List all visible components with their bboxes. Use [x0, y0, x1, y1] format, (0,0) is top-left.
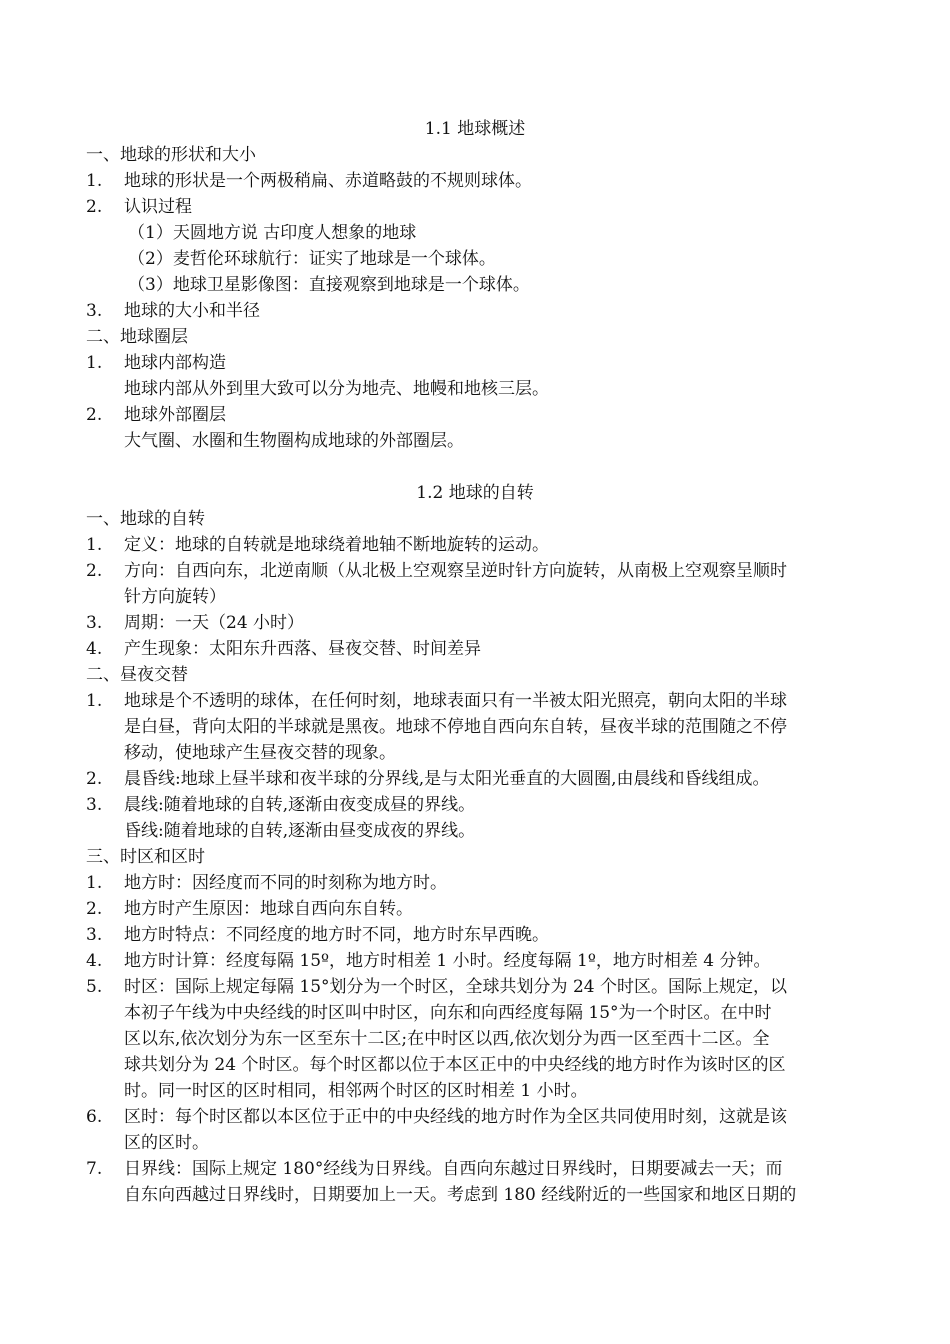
- list-item-body: 大气圈、水圈和生物圈构成地球的外部圈层。: [124, 431, 464, 451]
- list-item-cont: 球共划分为 24 个时区。每个时区都以位于本区正中的中央经线的地方时作为该时区的区: [124, 1055, 786, 1075]
- list-item-cont: 区以东,依次划分为东一区至东十二区;在中时区以西,依次划分为西一区至西十二区。全: [124, 1029, 770, 1049]
- heading-day-night: 二、昼夜交替: [86, 665, 188, 685]
- sub-item: （3）地球卫星影像图：直接观察到地球是一个球体。: [128, 275, 530, 295]
- list-item: 晨昏线:地球上昼半球和夜半球的分界线,是与太阳光垂直的大圆圈,由晨线和昏线组成。: [124, 769, 770, 789]
- list-number: 2.: [86, 197, 103, 217]
- sub-item: （2）麦哲伦环球航行：证实了地球是一个球体。: [128, 249, 496, 269]
- list-item-cont: 是白昼，背向太阳的半球就是黑夜。地球不停地自西向东自转，昼夜半球的范围随之不停: [124, 717, 787, 737]
- list-number: 3.: [86, 613, 103, 633]
- list-item-cont: 区的区时。: [124, 1133, 209, 1153]
- list-item: 日界线：国际上规定 180°经线为日界线。自西向东越过日界线时，日期要减去一天；而: [124, 1159, 783, 1179]
- list-item-cont: 本初子午线为中央经线的时区叫中时区，向东和向西经度每隔 15°为一个时区。在中时: [124, 1003, 772, 1023]
- list-number: 1.: [86, 171, 103, 191]
- heading-earth-layers: 二、地球圈层: [86, 327, 188, 347]
- sub-item: （1）天圆地方说 古印度人想象的地球: [128, 223, 417, 243]
- list-item: 定义：地球的自转就是地球绕着地轴不断地旋转的运动。: [124, 535, 549, 555]
- list-item-cont: 昏线:随着地球的自转,逐渐由昼变成夜的界线。: [124, 821, 476, 841]
- list-item: 地方时产生原因：地球自西向东自转。: [124, 899, 413, 919]
- list-number: 2.: [86, 405, 103, 425]
- list-number: 4.: [86, 951, 103, 971]
- list-item-cont: 自东向西越过日界线时，日期要加上一天。考虑到 180 经线附近的一些国家和地区日期的: [124, 1185, 797, 1205]
- list-number: 4.: [86, 639, 103, 659]
- list-number: 3.: [86, 795, 103, 815]
- list-item: 周期：一天（24 小时）: [124, 613, 305, 633]
- list-item: 地方时：因经度而不同的时刻称为地方时。: [124, 873, 447, 893]
- list-item-cont: 移动，使地球产生昼夜交替的现象。: [124, 743, 396, 763]
- list-item: 时区：国际上规定每隔 15°划分为一个时区，全球共划分为 24 个时区。国际上规定，以: [124, 977, 787, 997]
- list-item: 地球内部构造: [124, 353, 226, 373]
- list-item-cont: 针方向旋转）: [124, 587, 226, 607]
- list-item-body: 地球内部从外到里大致可以分为地壳、地幔和地核三层。: [124, 379, 549, 399]
- list-item: 地球的大小和半径: [124, 301, 260, 321]
- list-number: 3.: [86, 925, 103, 945]
- list-number: 1.: [86, 535, 103, 555]
- list-item: 地方时计算：经度每隔 15º，地方时相差 1 小时。经度每隔 1º，地方时相差 4 分钟。: [124, 951, 771, 971]
- list-item: 地方时特点：不同经度的地方时不同，地方时东早西晚。: [124, 925, 549, 945]
- list-number: 2.: [86, 561, 103, 581]
- list-number: 1.: [86, 691, 103, 711]
- list-number: 1.: [86, 353, 103, 373]
- list-item: 区时：每个时区都以本区位于正中的中央经线的地方时作为全区共同使用时刻，这就是该: [124, 1107, 787, 1127]
- heading-rotation: 一、地球的自转: [86, 509, 205, 529]
- list-number: 7.: [86, 1159, 103, 1179]
- section-title-1-2: 1.2 地球的自转: [416, 483, 534, 503]
- list-item: 地球外部圈层: [124, 405, 226, 425]
- heading-time-zones: 三、时区和区时: [86, 847, 205, 867]
- list-number: 3.: [86, 301, 103, 321]
- list-number: 6.: [86, 1107, 103, 1127]
- list-item: 产生现象：太阳东升西落、昼夜交替、时间差异: [124, 639, 481, 659]
- list-item: 地球是个不透明的球体，在任何时刻，地球表面只有一半被太阳光照亮，朝向太阳的半球: [124, 691, 787, 711]
- list-item-cont: 时。同一时区的区时相同，相邻两个时区的区时相差 1 小时。: [124, 1081, 588, 1101]
- list-number: 2.: [86, 769, 103, 789]
- list-item: 方向：自西向东，北逆南顺（从北极上空观察呈逆时针方向旋转，从南极上空观察呈顺时: [124, 561, 787, 581]
- section-title-1-1: 1.1 地球概述: [424, 119, 526, 139]
- list-number: 1.: [86, 873, 103, 893]
- list-item: 地球的形状是一个两极稍扁、赤道略鼓的不规则球体。: [124, 171, 532, 191]
- list-item: 晨线:随着地球的自转,逐渐由夜变成昼的界线。: [124, 795, 476, 815]
- list-item: 认识过程: [124, 197, 192, 217]
- list-number: 5.: [86, 977, 103, 997]
- list-number: 2.: [86, 899, 103, 919]
- heading-shape-size: 一、地球的形状和大小: [86, 145, 256, 165]
